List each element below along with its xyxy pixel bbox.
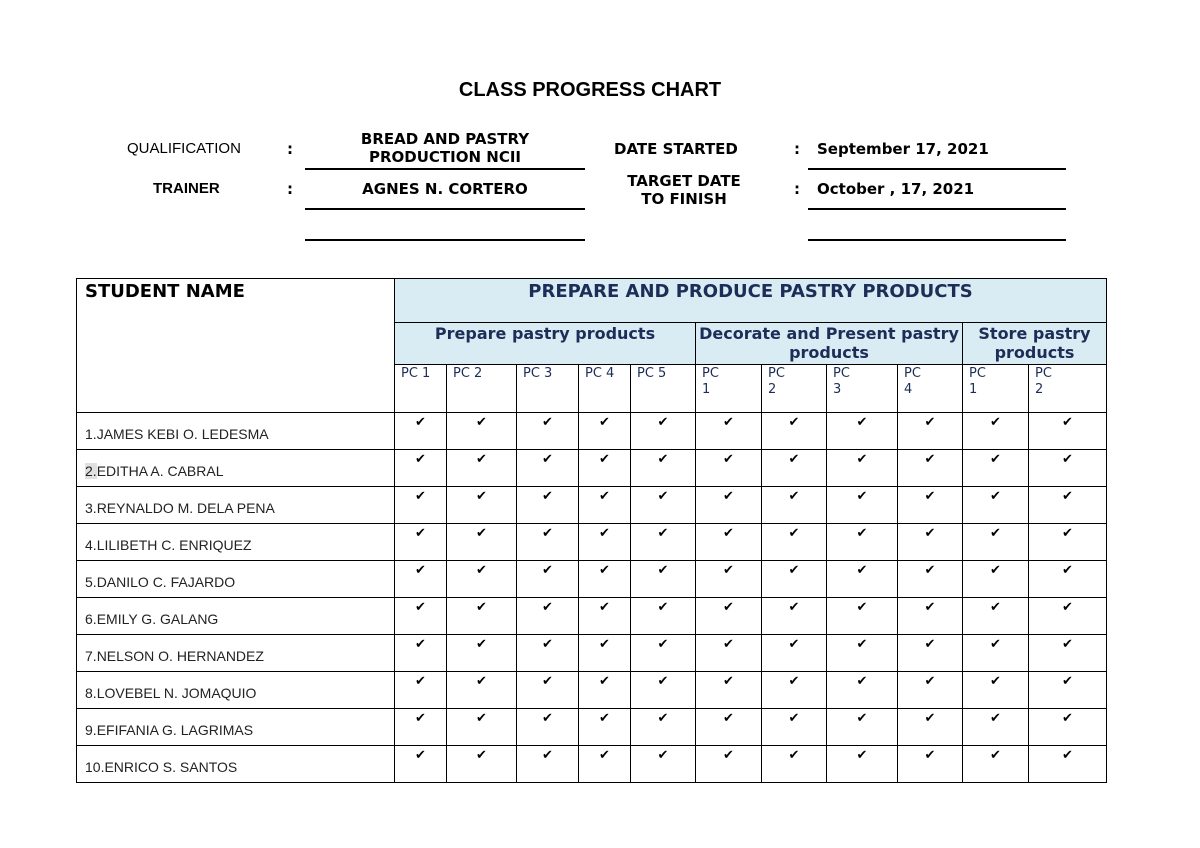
student-number: 1. (85, 425, 97, 442)
check-mark-cell: ✔ (827, 450, 898, 487)
pc-header: PC 1 (696, 365, 762, 413)
check-mark-cell: ✔ (963, 450, 1029, 487)
group-header-decorate: Decorate and Present pastry products (696, 323, 963, 365)
student-name-cell (77, 635, 395, 672)
check-mark-cell: ✔ (696, 561, 762, 598)
check-mark-cell: ✔ (827, 413, 898, 450)
check-mark-cell: ✔ (579, 635, 631, 672)
table-row (77, 672, 1107, 709)
check-mark-cell: ✔ (762, 524, 827, 561)
check-mark-cell: ✔ (696, 450, 762, 487)
check-mark-cell: ✔ (579, 598, 631, 635)
table-row (77, 709, 1107, 746)
check-mark-cell: ✔ (395, 709, 447, 746)
check-mark-cell: ✔ (517, 524, 579, 561)
check-mark-cell: ✔ (395, 672, 447, 709)
check-mark-cell: ✔ (762, 561, 827, 598)
check-mark-cell: ✔ (1029, 561, 1107, 598)
check-mark-cell: ✔ (898, 746, 963, 783)
progress-table (76, 278, 1107, 783)
qualification-underline (305, 168, 585, 170)
student-name: EMILY G. GALANG (96, 610, 219, 627)
check-mark-cell: ✔ (762, 672, 827, 709)
check-mark-cell: ✔ (696, 635, 762, 672)
check-mark-cell: ✔ (963, 413, 1029, 450)
check-mark-cell: ✔ (696, 746, 762, 783)
check-mark-cell: ✔ (1029, 672, 1107, 709)
student-name-cell (77, 413, 395, 450)
student-number: 10. (85, 758, 105, 775)
check-mark-cell: ✔ (827, 746, 898, 783)
check-mark-cell: ✔ (827, 524, 898, 561)
check-mark-cell: ✔ (963, 746, 1029, 783)
check-mark-cell: ✔ (631, 487, 696, 524)
check-mark-cell: ✔ (517, 561, 579, 598)
student-name-cell (77, 746, 395, 783)
check-mark-cell: ✔ (579, 413, 631, 450)
student-name: JAMES KEBI O. LEDESMA (96, 425, 269, 442)
check-mark-cell: ✔ (579, 524, 631, 561)
student-number: 8. (85, 684, 97, 701)
pc-header: PC 2 (447, 365, 517, 413)
check-mark-cell: ✔ (579, 709, 631, 746)
check-mark-cell: ✔ (447, 450, 517, 487)
pc-header: PC 3 (517, 365, 579, 413)
check-mark-cell: ✔ (517, 672, 579, 709)
check-mark-cell: ✔ (579, 487, 631, 524)
check-mark-cell: ✔ (1029, 487, 1107, 524)
check-mark-cell: ✔ (395, 598, 447, 635)
check-mark-cell: ✔ (898, 635, 963, 672)
check-mark-cell: ✔ (631, 524, 696, 561)
check-mark-cell: ✔ (631, 413, 696, 450)
check-mark-cell: ✔ (517, 487, 579, 524)
table-row (77, 487, 1107, 524)
target-date-label-line2: TO FINISH (641, 190, 727, 208)
student-name: DANILO C. FAJARDO (96, 573, 236, 590)
check-mark-cell: ✔ (696, 709, 762, 746)
check-mark-cell: ✔ (447, 598, 517, 635)
check-mark-cell: ✔ (395, 561, 447, 598)
student-number: 2. (85, 462, 97, 479)
target-date-label-line1: TARGET DATE (627, 172, 741, 190)
pc-header: PC 4 (898, 365, 963, 413)
check-mark-cell: ✔ (762, 413, 827, 450)
check-mark-cell: ✔ (762, 450, 827, 487)
student-name: REYNALDO M. DELA PENA (96, 499, 275, 516)
check-mark-cell: ✔ (447, 413, 517, 450)
check-mark-cell: ✔ (898, 709, 963, 746)
trainer-colon: : (287, 180, 293, 198)
student-name-cell (77, 487, 395, 524)
check-mark-cell: ✔ (1029, 635, 1107, 672)
student-number: 9. (85, 721, 97, 738)
table-row (77, 413, 1107, 450)
check-mark-cell: ✔ (631, 561, 696, 598)
date-started-colon: : (794, 140, 800, 158)
student-number: 3. (85, 499, 97, 516)
target-date-label (604, 172, 764, 208)
student-name-cell (77, 450, 395, 487)
check-mark-cell: ✔ (898, 450, 963, 487)
check-mark-cell: ✔ (1029, 413, 1107, 450)
check-mark-cell: ✔ (898, 487, 963, 524)
trainer-label: TRAINER (153, 180, 220, 197)
check-mark-cell: ✔ (517, 450, 579, 487)
check-mark-cell: ✔ (517, 413, 579, 450)
student-number: 7. (85, 647, 97, 664)
check-mark-cell: ✔ (696, 524, 762, 561)
check-mark-cell: ✔ (898, 413, 963, 450)
target-date-colon: : (794, 180, 800, 198)
check-mark-cell: ✔ (827, 709, 898, 746)
check-mark-cell: ✔ (631, 598, 696, 635)
check-mark-cell: ✔ (579, 746, 631, 783)
trainer-value: AGNES N. CORTERO (362, 180, 528, 198)
student-number: 5. (85, 573, 97, 590)
check-mark-cell: ✔ (631, 672, 696, 709)
check-mark-cell: ✔ (631, 746, 696, 783)
check-mark-cell: ✔ (517, 746, 579, 783)
check-mark-cell: ✔ (395, 450, 447, 487)
qualification-label: QUALIFICATION (127, 140, 241, 157)
check-mark-cell: ✔ (517, 709, 579, 746)
check-mark-cell: ✔ (827, 672, 898, 709)
qualification-value-line1: BREAD AND PASTRY (360, 130, 530, 148)
check-mark-cell: ✔ (395, 413, 447, 450)
check-mark-cell: ✔ (696, 598, 762, 635)
check-mark-cell: ✔ (631, 635, 696, 672)
student-name: ENRICO S. SANTOS (104, 758, 238, 775)
group-header-store: Store pastry products (963, 323, 1107, 365)
qualification-value-line2: PRODUCTION NCII (369, 148, 521, 166)
check-mark-cell: ✔ (696, 487, 762, 524)
student-name-cell (77, 561, 395, 598)
check-mark-cell: ✔ (447, 561, 517, 598)
check-mark-cell: ✔ (447, 672, 517, 709)
blank-underline-right (808, 239, 1066, 241)
trainer-underline (305, 208, 585, 210)
check-mark-cell: ✔ (963, 672, 1029, 709)
check-mark-cell: ✔ (395, 746, 447, 783)
main-header: PREPARE AND PRODUCE PASTRY PRODUCTS (395, 279, 1107, 323)
student-name: LILIBETH C. ENRIQUEZ (96, 536, 252, 553)
check-mark-cell: ✔ (827, 487, 898, 524)
check-mark-cell: ✔ (762, 487, 827, 524)
check-mark-cell: ✔ (447, 635, 517, 672)
qualification-value (305, 130, 585, 166)
check-mark-cell: ✔ (517, 598, 579, 635)
check-mark-cell: ✔ (579, 450, 631, 487)
check-mark-cell: ✔ (447, 709, 517, 746)
student-name-header: STUDENT NAME (77, 279, 395, 413)
table-row (77, 524, 1107, 561)
date-started-label: DATE STARTED (614, 140, 738, 158)
check-mark-cell: ✔ (1029, 450, 1107, 487)
check-mark-cell: ✔ (631, 709, 696, 746)
check-mark-cell: ✔ (395, 524, 447, 561)
pc-header: PC 1 (395, 365, 447, 413)
check-mark-cell: ✔ (827, 635, 898, 672)
check-mark-cell: ✔ (631, 450, 696, 487)
page-title: CLASS PROGRESS CHART (458, 79, 722, 101)
table-row (77, 450, 1107, 487)
check-mark-cell: ✔ (963, 598, 1029, 635)
check-mark-cell: ✔ (898, 672, 963, 709)
check-mark-cell: ✔ (395, 635, 447, 672)
group-header-prepare: Prepare pastry products (395, 323, 696, 365)
check-mark-cell: ✔ (762, 598, 827, 635)
check-mark-cell: ✔ (1029, 524, 1107, 561)
pc-header: PC 5 (631, 365, 696, 413)
check-mark-cell: ✔ (827, 598, 898, 635)
check-mark-cell: ✔ (447, 524, 517, 561)
check-mark-cell: ✔ (898, 561, 963, 598)
check-mark-cell: ✔ (898, 598, 963, 635)
check-mark-cell: ✔ (963, 561, 1029, 598)
check-mark-cell: ✔ (517, 635, 579, 672)
check-mark-cell: ✔ (447, 746, 517, 783)
check-mark-cell: ✔ (1029, 746, 1107, 783)
check-mark-cell: ✔ (963, 524, 1029, 561)
target-date-underline (808, 208, 1066, 210)
student-name: LOVEBEL N. JOMAQUIO (96, 684, 257, 701)
check-mark-cell: ✔ (963, 635, 1029, 672)
check-mark-cell: ✔ (963, 487, 1029, 524)
table-row (77, 561, 1107, 598)
check-mark-cell: ✔ (762, 709, 827, 746)
pc-header: PC 2 (762, 365, 827, 413)
check-mark-cell: ✔ (1029, 598, 1107, 635)
student-name: NELSON O. HERNANDEZ (96, 647, 264, 664)
target-date-value: October , 17, 2021 (817, 180, 975, 198)
pc-header: PC 3 (827, 365, 898, 413)
check-mark-cell: ✔ (963, 709, 1029, 746)
check-mark-cell: ✔ (1029, 709, 1107, 746)
table-row (77, 746, 1107, 783)
date-started-value: September 17, 2021 (817, 140, 989, 158)
qualification-colon: : (287, 140, 293, 158)
pc-header: PC 1 (963, 365, 1029, 413)
student-name-cell (77, 524, 395, 561)
check-mark-cell: ✔ (762, 635, 827, 672)
check-mark-cell: ✔ (898, 524, 963, 561)
check-mark-cell: ✔ (827, 561, 898, 598)
student-number: 4. (85, 536, 97, 553)
student-name-cell (77, 598, 395, 635)
student-name-cell (77, 709, 395, 746)
student-number: 6. (85, 610, 97, 627)
pc-header: PC 2 (1029, 365, 1107, 413)
table-row (77, 635, 1107, 672)
check-mark-cell: ✔ (696, 672, 762, 709)
student-name: EDITHA A. CABRAL (96, 462, 224, 479)
check-mark-cell: ✔ (395, 487, 447, 524)
student-name: EFIFANIA G. LAGRIMAS (96, 721, 254, 738)
pc-header: PC 4 (579, 365, 631, 413)
check-mark-cell: ✔ (447, 487, 517, 524)
check-mark-cell: ✔ (762, 746, 827, 783)
blank-underline-left (305, 239, 585, 241)
date-started-underline (808, 168, 1066, 170)
check-mark-cell: ✔ (696, 413, 762, 450)
check-mark-cell: ✔ (579, 561, 631, 598)
check-mark-cell: ✔ (579, 672, 631, 709)
table-row (77, 598, 1107, 635)
student-name-cell (77, 672, 395, 709)
